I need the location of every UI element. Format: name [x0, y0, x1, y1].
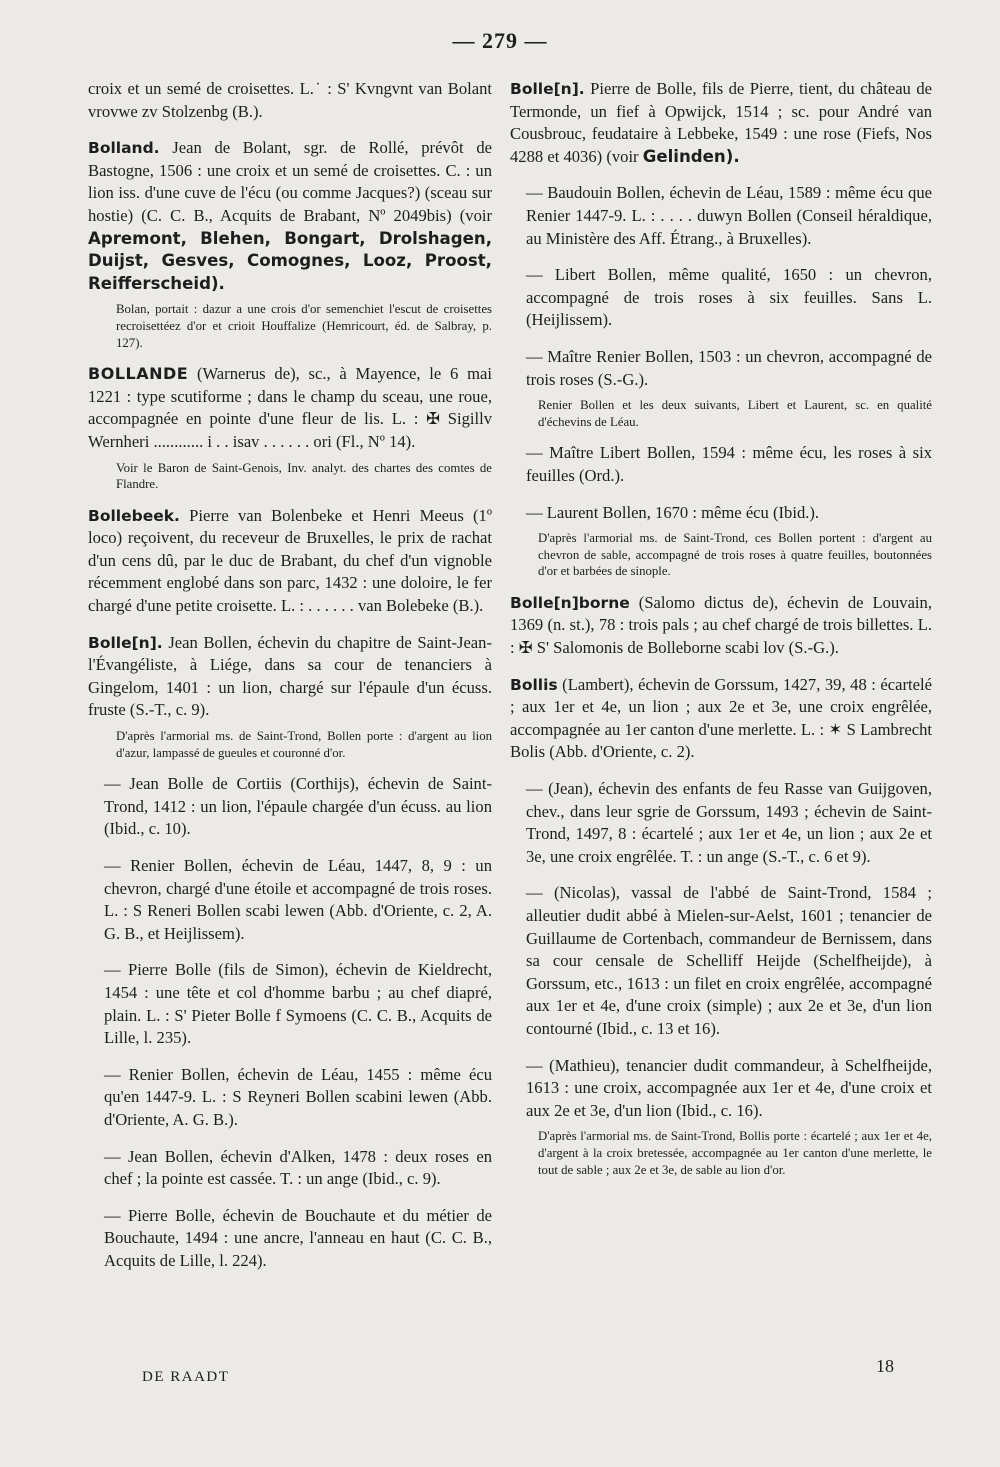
entry-note [88, 301, 492, 351]
sub-entry [510, 346, 932, 391]
entry-headword: Bolle[n]borne [510, 593, 630, 612]
entry-text: — Maître Libert Bollen, 1594 : même écu, les roses à six feuilles (Ord.). [526, 443, 932, 485]
entry-text: — Pierre Bolle (fils de Simon), échevin de Kieldrecht, 1454 : une tête et col d'homme barbu ; au chef diapré, plain. L. : S' Pieter Bolle f Symoens (C. C. B., Acquits de Lille, l. 235). [104, 960, 492, 1048]
entry [510, 592, 932, 660]
entry-text: Pierre van Bolenbeke et Henri Meeus (1º loco) reçoivent, du receveur de Bruxelles, le prix de rachat d'un cens dû, par le duc de Brabant, du chef d'un vignoble récemment englobé dans son parc, 1432 : une doloire, le fer chargé d'une petite croisette. L. : . . . . . . van Bolebeke (B.). [88, 505, 492, 616]
entry-text: — (Nicolas), vassal de l'abbé de Saint-Trond, 1584 ; alleutier dudit abbé à Mielen-sur-Aelst, 1601 ; tenancier de Guillaume de Cortenbach, commandeur de Bernissem, dans sa cour censale de Schelliff Heijde (Schelfheijde), à Gorssum, etc., 1613 : un filet en croix engrêlée, accompagné aux 1er et 4e, d'une croix (simple) ; aux 2e et 3e, d'un lion contourné (Ibid., c. 13 et 16). [526, 883, 932, 1038]
entry-text: — Libert Bollen, même qualité, 1650 : un chevron, accompagné de trois roses à six feuilles. Sans L. (Heijlissem). [526, 265, 932, 330]
entry-text: D'après l'armorial ms. de Saint-Trond, Bollen porte : d'argent au lion d'azur, lampassé de gueules et couronné d'or. [116, 729, 492, 760]
left-column [88, 78, 492, 1287]
entry-text: (Lambert), échevin de Gorssum, 1427, 39, 48 : écartelé ; aux 1er et 4e, un lion ; aux 2e et 3e, une croix engrêlée, accompagnée au 1er canton d'une merlette. L. : ✶ S Lambrecht Bolis (Abb. d'Oriente, c. 2). [510, 674, 932, 762]
entry-text: — Renier Bollen, échevin de Léau, 1447, 8, 9 : un chevron, chargé d'une étoile et accompagné de trois roses. L. : S Reneri Bollen scabi lewen (Abb. d'Oriente, c. 2, A. G. B., et Heijlissem). [104, 856, 492, 943]
entry-text: — (Mathieu), tenancier dudit commandeur, à Schelfheijde, 1613 : une croix, accompagnée aux 1er et 4e, d'une croix et aux 2e et 3e, d'un lion (Ibid., c. 16). [526, 1055, 932, 1120]
entry-text: Renier Bollen et les deux suivants, Libert et Laurent, sc. en qualité d'échevins de Léau. [538, 398, 932, 429]
sub-entry [510, 182, 932, 250]
entry-text: — Jean Bolle de Cortiis (Corthijs), échevin de Saint-Trond, 1412 : un lion, l'épaule chargée d'un écuss. au lion (Ibid., c. 10). [104, 774, 492, 839]
sub-entry [510, 442, 932, 487]
sub-entry [88, 855, 492, 945]
entry-headword: Bolland. [88, 139, 160, 158]
entry-text: D'après l'armorial ms. de Saint-Trond, Bollis porte : écartelé ; aux 1er et 4e, d'argent à la croix bretessée, accompagnée au 1er canton d'une merlette, le tout de sable ; aux 2e et 3e, de sable au lion d'or. [538, 1129, 932, 1177]
entry-headword: Bolle[n]. [88, 633, 163, 652]
sub-entry [510, 502, 932, 525]
entry [510, 78, 932, 168]
signature-mark: 18 [876, 1356, 894, 1376]
entry-text: — Renier Bollen, échevin de Léau, 1455 : même écu qu'en 1447-9. L. : S Reyneri Bollen scabini lewen (Abb. d'Oriente, A. G. B.). [104, 1064, 492, 1129]
footer-author: DE RAADT [142, 1369, 230, 1385]
entry [88, 363, 492, 453]
cross-reference: Gelinden). [642, 146, 740, 166]
entry-text: Voir le Baron de Saint-Genois, Inv. analyt. des chartes des comtes de Flandre. [116, 460, 492, 492]
entry-text: — Baudouin Bollen, échevin de Léau, 1589 : même écu que Renier 1447-9. L. : . . . . duwyn Bollen (Conseil héraldique, au Ministère des Aff. Étrang., à Bruxelles). [526, 183, 932, 248]
sub-entry [88, 773, 492, 841]
entry-headword: Bolle[n]. [510, 80, 585, 98]
entry-text: Jean de Bolant, sgr. de Rollé, prévôt de Bastogne, 1506 : une croix et un semé de croisettes. C. : un lion iss. d'une cuve de l'écu (ou comme Jacques?) (sceau sur hostie) (C. C. B., Acquits de Brabant, Nº 2049bis) (voir [88, 138, 492, 225]
entry-text: Bolan, portait : dazur a une crois d'or semenchiet l'escut de croisettes recroisettéez d'or et crioit Houffalize (Hemricourt, éd. de Salbray, p. 127). [116, 302, 492, 350]
sub-entry [88, 1064, 492, 1132]
entry-note [510, 397, 932, 430]
sub-entry [510, 882, 932, 1040]
entry-text: croix et un semé de croisettes. L.˙ : S' Kvngvnt van Bolant vrovwe zv Stolzenbg (B.). [88, 79, 492, 121]
entry-headword: Bollis [510, 675, 558, 694]
entry-text: — (Jean), échevin des enfants de feu Rasse van Guijgoven, chev., dans leur sgrie de Gorssum, 1493 ; échevin de Saint-Trond, 1497, 8 : écartelé ; aux 1er et 4e, un lion ; aux 2e et 3e, une croix engrêlée. T. : un ange (S.-T., c. 6 et 9). [526, 779, 932, 866]
entry-text: (Warnerus de), sc., à Mayence, le 6 mai 1221 : type scutiforme ; dans le champ du sceau, une roue, accompagnée en pointe d'une fleur de lis. L. : ✠ Sigillv Wernheri ............ i . . isav . . . . . . ori (Fl., Nº 14). [88, 364, 492, 451]
entry-text: Jean Bollen, échevin du chapitre de Saint-Jean-l'Évangéliste, à Liége, dans sa cour de tenanciers à Gingelom, 1401 : un lion, chargé sur l'épaule d'un écuss. fruste (S.-T., c. 9). [88, 632, 492, 720]
entry-text: D'après l'armorial ms. de Saint-Trond, ces Bollen portent : d'argent au chevron de sable, accompagné de trois roses à quatre feuilles, boutonnées d'or et barbées de sinople. [538, 531, 932, 579]
entry [88, 632, 492, 722]
entry [88, 78, 492, 123]
entry-text: — Jean Bollen, échevin d'Alken, 1478 : deux roses en chef ; la pointe est cassée. T. : un ange (Ibid., c. 9). [104, 1146, 492, 1189]
sub-entry [510, 778, 932, 868]
entry-headword: BOLLANDE [88, 364, 189, 384]
right-column [510, 78, 932, 1190]
entry-text: — Laurent Bollen, 1670 : même écu (Ibid.). [526, 502, 820, 522]
sub-entry [88, 1146, 492, 1191]
sub-entry [88, 1205, 492, 1273]
entry [88, 137, 492, 295]
entry [510, 674, 932, 764]
sub-entry [88, 959, 492, 1049]
sub-entry [510, 1055, 932, 1123]
page-number: — 279 — [452, 28, 548, 53]
entry-text: — Maître Renier Bollen, 1503 : un chevron, accompagné de trois roses (S.-G.). [526, 346, 932, 389]
cross-reference: Apremont, Blehen, Bongart, Drolshagen, Duijst, Gesves, Comognes, Looz, Proost, Reifferscheid). [88, 228, 492, 293]
entry-headword: Bollebeek. [88, 506, 180, 525]
entry-note [88, 728, 492, 761]
sub-entry [510, 264, 932, 332]
entry-text: — Pierre Bolle, échevin de Bouchaute et du métier de Bouchaute, 1494 : une ancre, l'anneau en haut (C. C. B., Acquits de Lille, l. 224). [104, 1205, 492, 1270]
entry-note [510, 1128, 932, 1178]
entry-text: (Salomo dictus de), échevin de Louvain, 1369 (n. st.), 78 : trois pals ; au chef chargé de trois billettes. L. : ✠ S' Salomonis de Bolleborne scabi lov (S.-G.). [510, 592, 932, 658]
entry-text: Pierre de Bolle, fils de Pierre, tient, du château de Termonde, un fief à Opwijck, 1514 ; sc. pour André van Cousbrouc, feudataire à Lebbeke, 1549 : une rose (Fiefs, Nos 4288 et 4036) (voir [510, 79, 932, 166]
entry-note [88, 460, 492, 493]
entry [88, 505, 492, 618]
entry-note [510, 530, 932, 580]
